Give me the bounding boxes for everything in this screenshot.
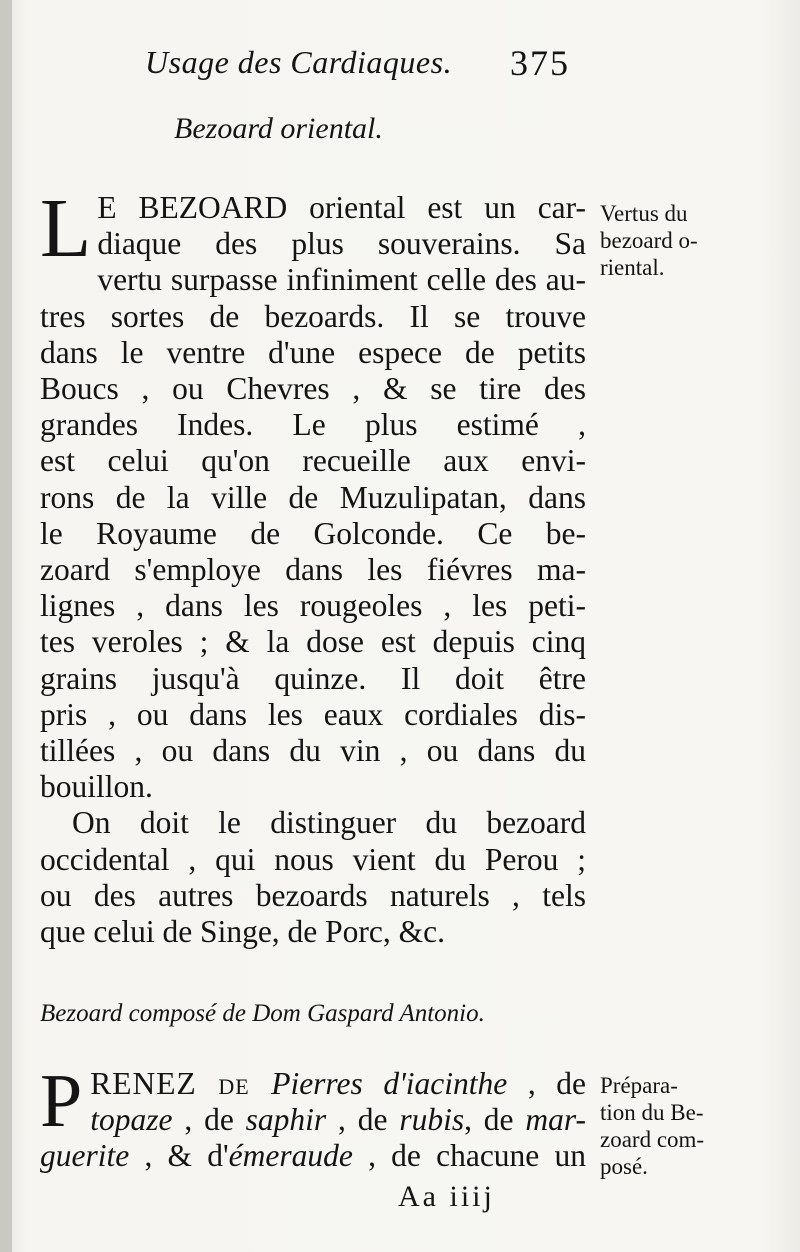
text-line: occidental , qui nous vient du Perou ; [40, 841, 586, 877]
drop-cap-p: P [40, 1059, 83, 1143]
text-line: vertu surpasse infiniment celle des au- [97, 262, 586, 298]
margin-note-line: Vertus du [600, 201, 688, 226]
margin-note-vertus [600, 200, 790, 281]
margin-note-line: Prépara- [600, 1073, 678, 1098]
text-run-italic: topaze [90, 1102, 173, 1138]
section-heading-bezoard-compose: Bezoard composé de Dom Gaspard Antonio. [40, 1000, 485, 1027]
text-run-italic: mar- [525, 1102, 587, 1138]
text-line: pris , ou dans les eaux cordiales dis- [40, 696, 586, 732]
text-line: bouillon. [40, 769, 153, 805]
text-line: ou des autres bezoards naturels , tels [40, 877, 586, 913]
margin-note-line: posé. [600, 1154, 648, 1179]
text-run: , de chacune un [352, 1138, 586, 1174]
running-title: Usage des Cardiaques. [145, 44, 453, 80]
text-line [40, 1138, 586, 1174]
text-run: RENEZ de [90, 1066, 272, 1101]
text-run-italic: guerite [40, 1138, 130, 1174]
paragraph-bezoard-compose [40, 1059, 587, 1175]
text-run-italic: Pierres d'iacinthe [271, 1066, 508, 1101]
margin-note-preparation [600, 1072, 790, 1180]
margin-note-line: bezoard o- [600, 228, 698, 253]
text-run: , de [507, 1066, 586, 1101]
text-line: grains jusqu'à quinze. Il doit être [40, 660, 586, 696]
text-run: , de [326, 1102, 400, 1138]
page-number: 375 [510, 43, 570, 83]
text-line: est celui qu'on recueille aux envi- [40, 443, 586, 479]
text-line: que celui de Singe, de Porc, &c. [40, 914, 446, 950]
text-run: , & d' [129, 1138, 229, 1174]
text-line: lignes , dans les rougeoles , les peti- [40, 588, 586, 624]
section-heading-bezoard-oriental: Bezoard oriental. [174, 112, 383, 145]
text-line [40, 1102, 586, 1138]
page-gutter-edge [0, 0, 12, 1252]
text-line: le Royaume de Golconde. Ce be- [40, 515, 586, 551]
text-line: E BEZOARD oriental est un car- [97, 190, 586, 225]
text-run-italic: émeraude [228, 1138, 353, 1174]
text-line: tes veroles ; & la dose est depuis cinq [40, 624, 586, 660]
text-line: diaque des plus souverains. Sa [97, 226, 586, 262]
text-run-italic: rubis [399, 1102, 465, 1138]
drop-cap-l: L [40, 182, 92, 275]
text-line: tillées , ou dans du vin , ou dans du [40, 733, 586, 769]
signature-mark: Aa iiij [398, 1180, 495, 1213]
text-line: dans le ventre d'une espece de petits [40, 334, 586, 370]
page-header [40, 36, 600, 86]
margin-note-line: zoard com- [600, 1127, 705, 1152]
paragraph-bezoard-oriental [40, 182, 586, 950]
margin-note-line: riental. [600, 255, 665, 280]
text-line [40, 1066, 586, 1102]
text-line: Boucs , ou Chevres , & se tire des [40, 371, 586, 407]
text-run-italic: saphir [245, 1102, 327, 1138]
text-line: rons de la ville de Muzulipatan, dans [40, 479, 586, 515]
text-line: On doit le distinguer du bezoard [72, 805, 586, 841]
text-run: , de [172, 1102, 246, 1138]
text-line: tres sortes de bezoards. Il se trouve [40, 298, 586, 334]
text-run: , de [464, 1102, 526, 1138]
text-line: zoard s'employe dans les fiévres ma- [40, 552, 586, 588]
text-line: grandes Indes. Le plus estimé , [40, 407, 586, 443]
margin-note-line: tion du Be- [600, 1100, 704, 1125]
